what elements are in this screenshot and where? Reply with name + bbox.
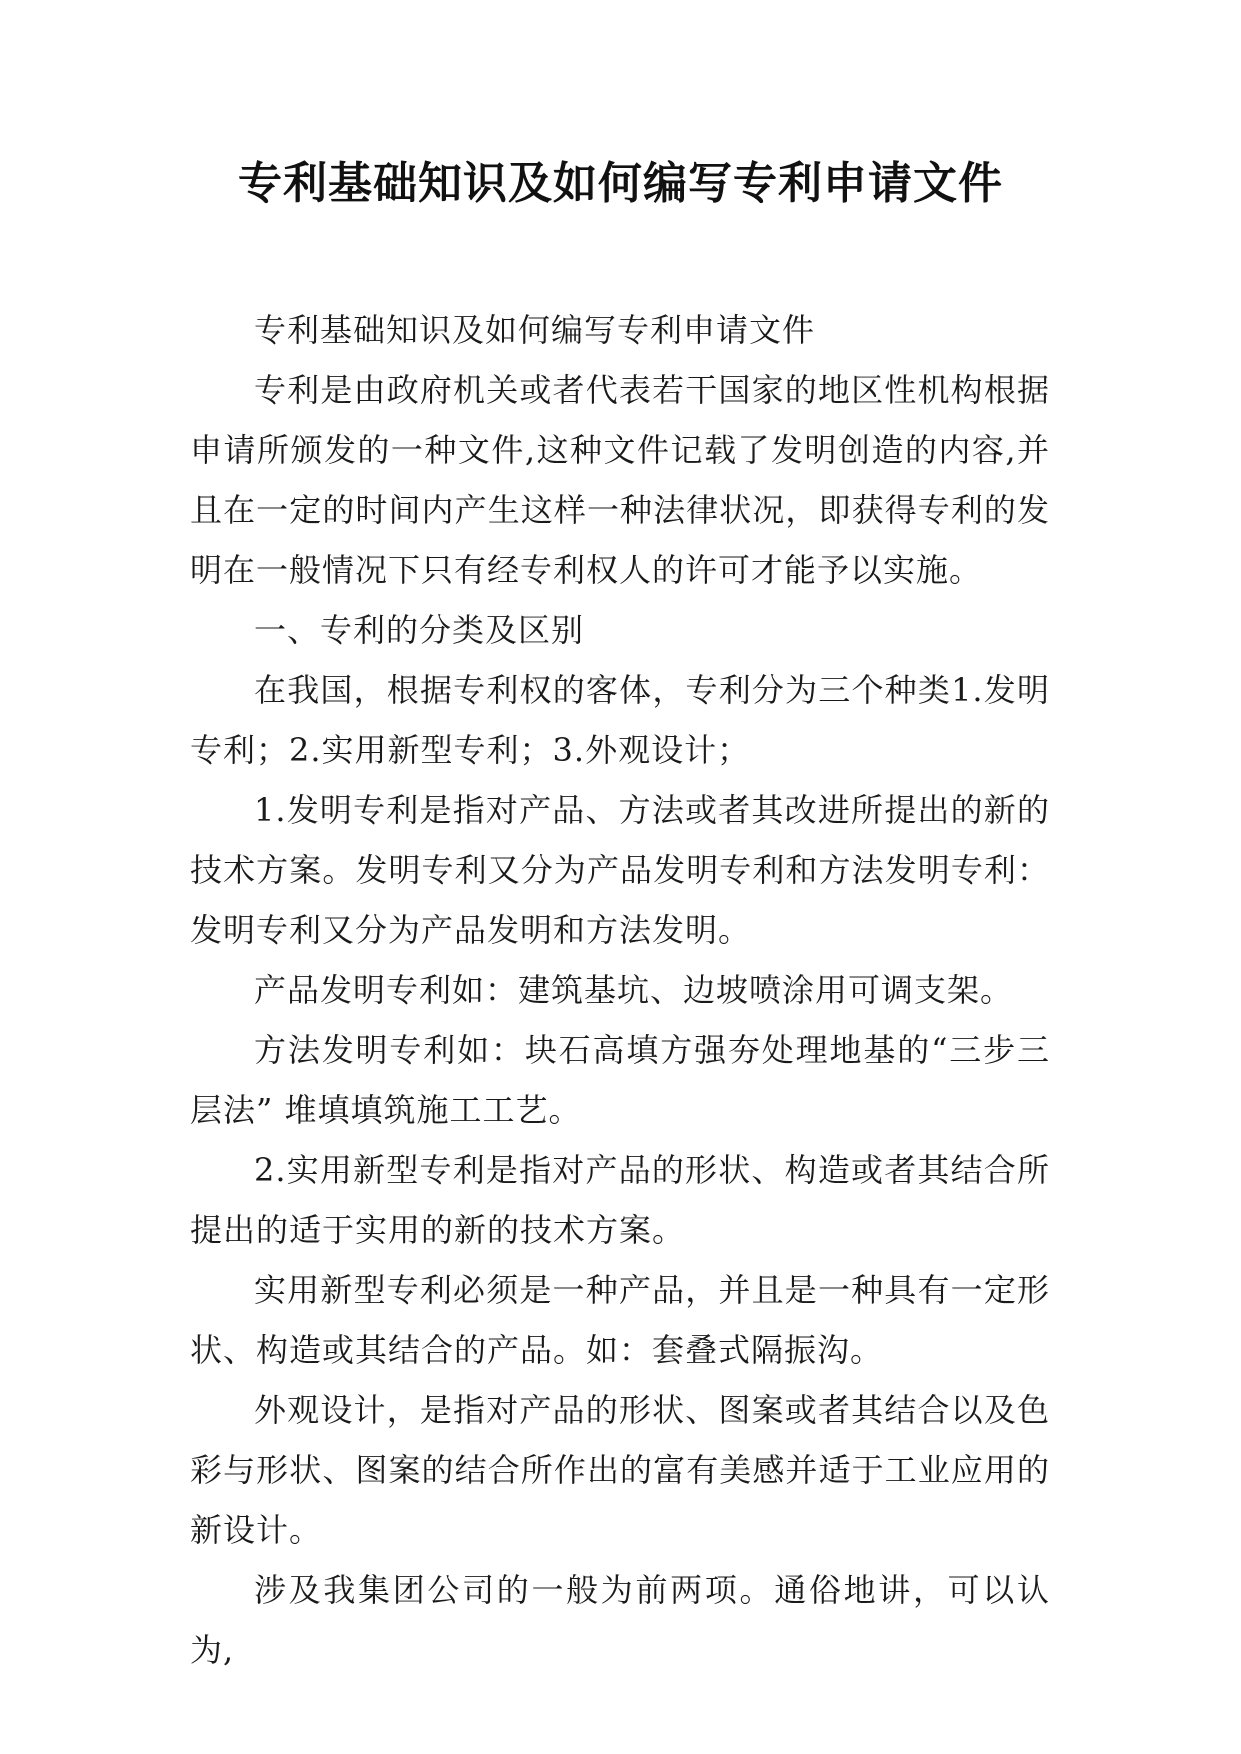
document-title: 专利基础知识及如何编写专利申请文件 — [238, 158, 1003, 209]
paragraph-repeat-title: 专利基础知识及如何编写专利申请文件 — [254, 311, 816, 349]
paragraph-method-invention-example: 方法发明专利如：块石高填方强夯处理地基的“三步三层法” 堆填填筑施工工艺。 — [190, 1031, 1050, 1129]
paragraph-utility-model: 2.实用新型专利是指对产品的形状、构造或者其结合所提出的适于实用的新的技术方案。 — [190, 1151, 1050, 1249]
section-heading-classification: 一、专利的分类及区别 — [254, 611, 585, 649]
paragraph-utility-model-example: 实用新型专利必须是一种产品，并且是一种具有一定形状、构造或其结合的产品。如：套叠式隔振沟。 — [190, 1271, 1050, 1369]
paragraph-product-invention-example: 产品发明专利如：建筑基坑、边坡喷涂用可调支架。 — [254, 971, 1014, 1009]
paragraph-patent-definition: 专利是由政府机关或者代表若干国家的地区性机构根据申请所颁发的一种文件,这种文件记载了发明创造的内容,并且在一定的时间内产生这样一种法律状况，即获得专利的发明在一般情况下只有经专利权人的许可才能予以实施。 — [190, 371, 1050, 589]
paragraph-group-relevance: 涉及我集团公司的一般为前两项。通俗地讲，可以认为, — [190, 1571, 1050, 1669]
document-body — [190, 300, 1050, 1680]
paragraph-design-patent: 外观设计，是指对产品的形状、图案或者其结合以及色彩与形状、图案的结合所作出的富有美感并适于工业应用的新设计。 — [190, 1391, 1050, 1549]
paragraph-patent-types: 在我国，根据专利权的客体，专利分为三个种类1.发明专利；2.实用新型专利；3.外观设计； — [190, 671, 1050, 769]
paragraph-invention-patent: 1.发明专利是指对产品、方法或者其改进所提出的新的技术方案。发明专利又分为产品发明专利和方法发明专利：发明专利又分为产品发明和方法发明。 — [190, 791, 1050, 949]
